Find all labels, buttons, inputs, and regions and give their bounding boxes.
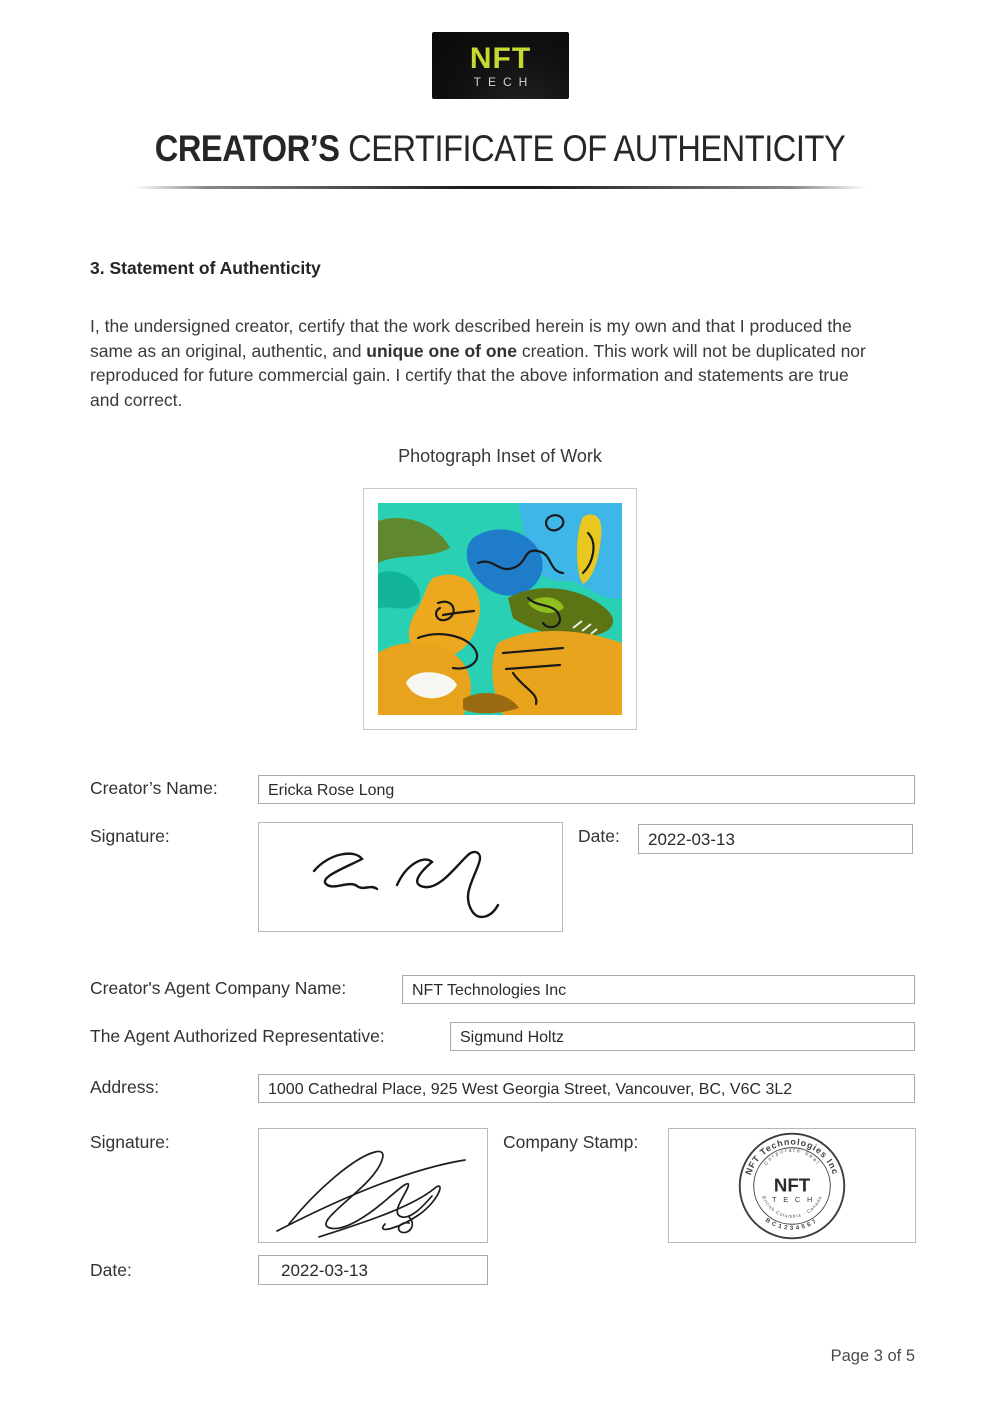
statement-text-after: creation. This work will not be duplicated nor reproduced for future commercial gain. I certify that the above information and statements are true and correct.	[90, 340, 866, 410]
agent-rep-value: Sigmund Holtz	[460, 1029, 565, 1046]
creator-signature-field[interactable]	[258, 822, 563, 932]
agent-rep-field[interactable]	[450, 1022, 915, 1051]
agent-signature-image	[259, 1129, 487, 1242]
creator-name-value: Ericka Rose Long	[268, 782, 395, 799]
stamp-center-tech: T E C H	[772, 1194, 815, 1204]
creator-signature-image	[259, 823, 562, 931]
page-title-regular: CERTIFICATE OF AUTHENTICITY	[339, 128, 846, 169]
photo-inset-caption: Photograph Inset of Work	[398, 446, 602, 466]
stamp-arc-number: BC1234567	[764, 1217, 820, 1232]
stamp-center-nft: NFT	[773, 1174, 811, 1196]
statement-text-bold: unique one of one	[366, 340, 517, 361]
creator-date-field[interactable]	[638, 824, 913, 854]
company-stamp-label: Company Stamp:	[503, 1132, 639, 1152]
artwork-frame	[363, 488, 637, 730]
page-title-bold: CREATOR’S	[154, 128, 340, 169]
creator-signature-label: Signature:	[90, 826, 170, 846]
logo-tech-text: TECH	[473, 74, 535, 89]
agent-signature-field[interactable]	[258, 1128, 488, 1243]
creator-date-value: 2022-03-13	[648, 830, 735, 849]
stamp-arc-corporate-seal: Corporate Seal	[763, 1147, 821, 1167]
section-heading: 3. Statement of Authenticity	[90, 258, 321, 278]
logo-nft-text: NFT	[469, 41, 532, 75]
agent-company-label: Creator's Agent Company Name:	[90, 978, 347, 998]
creator-date-label: Date:	[578, 826, 620, 846]
creator-name-field[interactable]	[258, 775, 915, 804]
bottom-date-label: Date:	[90, 1260, 132, 1280]
address-value: 1000 Cathedral Place, 925 West Georgia Street, Vancouver, BC, V6C 3L2	[268, 1081, 793, 1098]
stamp-arc-company: NFT Technologies Inc	[743, 1136, 841, 1177]
agent-company-value: NFT Technologies Inc	[412, 982, 567, 999]
svg-text:NFT Technologies Inc	[743, 1137, 841, 1177]
nft-tech-logo	[432, 32, 569, 99]
page-number: Page 3 of 5	[830, 1347, 915, 1365]
corporate-seal-stamp	[736, 1130, 848, 1242]
address-label: Address:	[90, 1077, 160, 1097]
bottom-date-field[interactable]	[258, 1255, 488, 1285]
agent-signature-label: Signature:	[90, 1132, 170, 1152]
agent-company-field[interactable]	[402, 975, 915, 1004]
statement-text-before: I, the undersigned creator, certify that the work described herein is my own and that I produced the same as an original, authentic, and	[90, 316, 852, 361]
creator-name-label: Creator’s Name:	[90, 778, 218, 798]
company-stamp-field	[668, 1128, 916, 1243]
page-title	[60, 128, 940, 170]
statement-paragraph	[90, 314, 880, 412]
abstract-artwork-image	[378, 503, 622, 715]
bottom-date-value: 2022-03-13	[281, 1261, 368, 1280]
agent-rep-label: The Agent Authorized Representative:	[90, 1026, 385, 1046]
title-divider	[133, 186, 867, 189]
address-field[interactable]	[258, 1074, 915, 1103]
stamp-arc-region: British Columbia · Canada	[761, 1195, 823, 1219]
